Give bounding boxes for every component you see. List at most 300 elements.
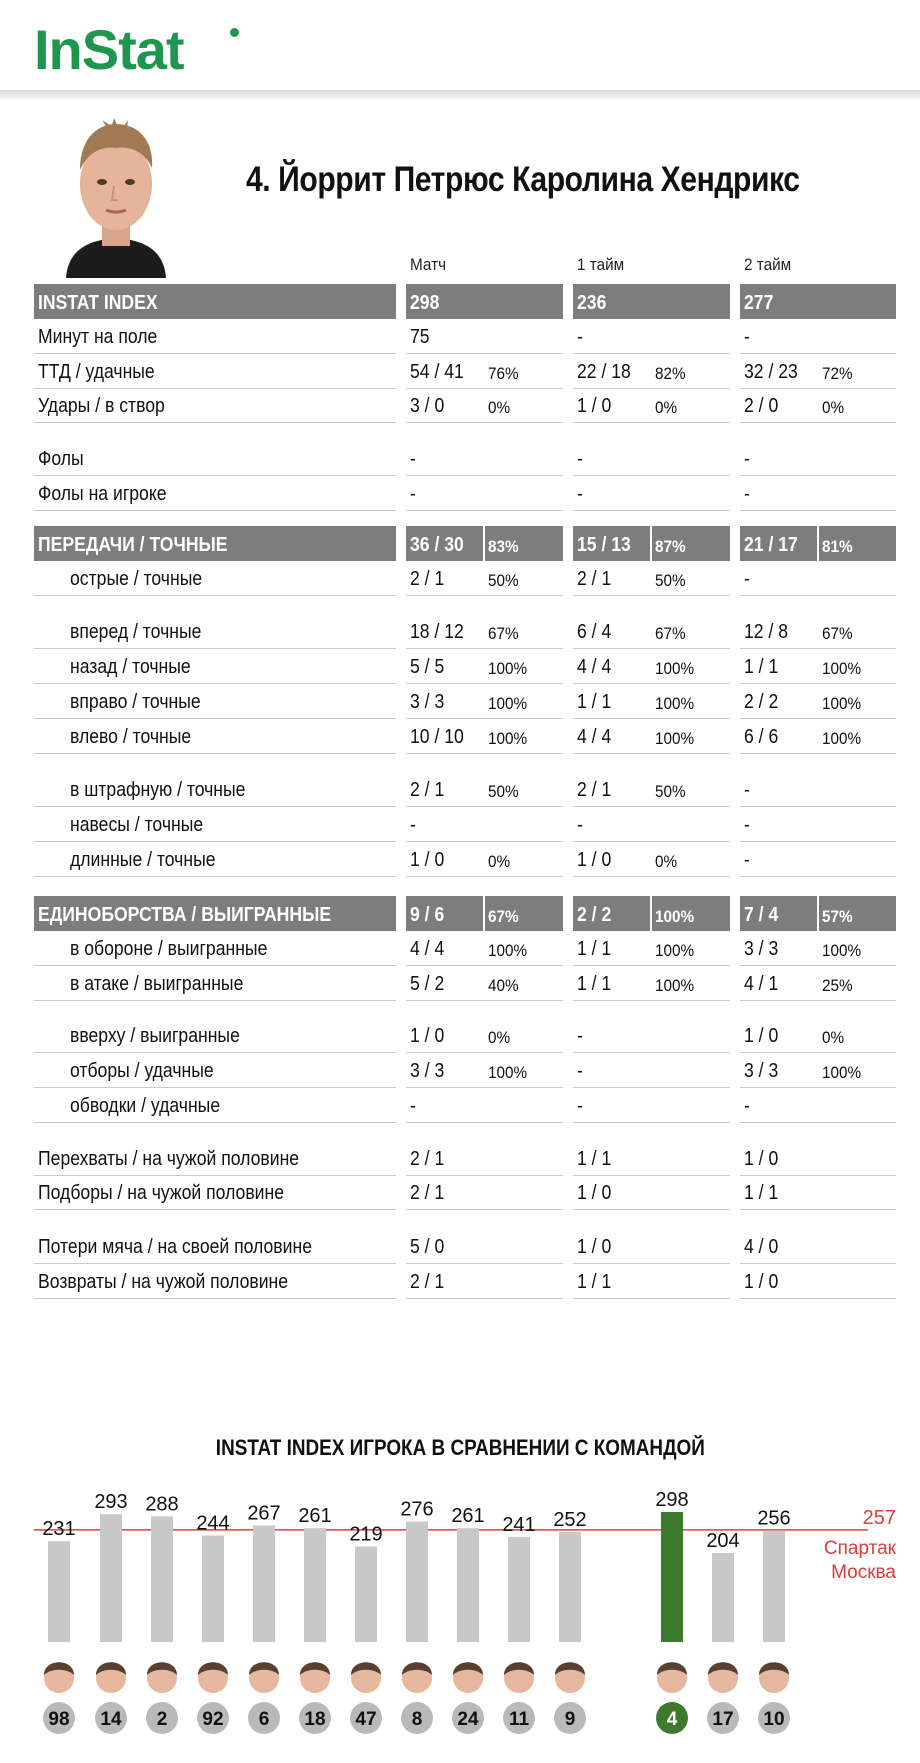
row-label-cell bbox=[34, 966, 396, 1001]
cell-first-half bbox=[573, 1229, 730, 1264]
cell-match bbox=[406, 931, 563, 966]
row-label-cell bbox=[34, 319, 396, 354]
value-first-half: 2 / 1 bbox=[577, 568, 612, 590]
cell-second-half bbox=[740, 1018, 896, 1053]
table-row bbox=[34, 1088, 896, 1123]
value-match: 2 / 1 bbox=[410, 1271, 445, 1293]
cell-second-half bbox=[740, 842, 896, 877]
cell-match bbox=[406, 1053, 563, 1088]
bar-value-label: 231 bbox=[42, 1518, 76, 1541]
bar-value-label: 261 bbox=[451, 1505, 485, 1528]
cell-second-half bbox=[740, 1053, 896, 1088]
percent-first-half: 100% bbox=[655, 941, 695, 960]
cell-first-half bbox=[573, 896, 730, 931]
value-match: 3 / 3 bbox=[410, 1060, 445, 1082]
cell-first-half bbox=[573, 966, 730, 1001]
player-number: 92 bbox=[202, 1709, 224, 1730]
percent-first-half: 50% bbox=[655, 782, 686, 801]
table-row bbox=[34, 966, 896, 1001]
value-match: 5 / 5 bbox=[410, 656, 445, 678]
row-label: обводки / удачные bbox=[70, 1095, 221, 1117]
player-number: 4 bbox=[666, 1709, 678, 1730]
value-first-half: 6 / 4 bbox=[577, 621, 612, 643]
percent-second-half: 81% bbox=[822, 537, 853, 556]
cell-match bbox=[406, 649, 563, 684]
value-match: - bbox=[410, 1095, 416, 1117]
value-match: 2 / 1 bbox=[410, 568, 445, 590]
value-match: 9 / 6 bbox=[410, 904, 445, 926]
row-label-cell bbox=[34, 354, 396, 389]
table-row bbox=[34, 842, 896, 877]
row-label-cell bbox=[34, 1088, 396, 1123]
bar-value-label: 244 bbox=[196, 1512, 230, 1535]
value-first-half: - bbox=[577, 1025, 583, 1047]
table-row bbox=[34, 388, 896, 423]
row-label: в атаке / выигранные bbox=[70, 973, 244, 995]
row-label: в штрафную / точные bbox=[70, 779, 246, 801]
value-first-half: 15 / 13 bbox=[577, 534, 631, 556]
row-label-cell bbox=[34, 1229, 396, 1264]
cell-second-half bbox=[740, 772, 896, 807]
reference-value: 257 bbox=[862, 1506, 896, 1529]
cell-second-half bbox=[740, 1229, 896, 1264]
value-first-half: 1 / 1 bbox=[577, 938, 612, 960]
value-second-half: 1 / 1 bbox=[744, 1182, 779, 1204]
cell-second-half bbox=[740, 319, 896, 354]
percent-match: 83% bbox=[488, 537, 519, 556]
cell-match bbox=[406, 526, 563, 561]
row-label-cell bbox=[34, 614, 396, 649]
percent-second-half: 72% bbox=[822, 364, 853, 383]
table-row bbox=[34, 1141, 896, 1176]
row-label-cell bbox=[34, 526, 396, 561]
table-row bbox=[34, 319, 896, 354]
value-match: 298 bbox=[410, 292, 440, 314]
row-label-cell bbox=[34, 842, 396, 877]
row-label-cell bbox=[34, 561, 396, 596]
cell-first-half bbox=[573, 1088, 730, 1123]
percent-match: 67% bbox=[488, 907, 519, 926]
value-match: 2 / 1 bbox=[410, 779, 445, 801]
percent-second-half: 0% bbox=[822, 398, 845, 417]
row-label: Подборы / на чужой половине bbox=[38, 1182, 285, 1204]
cell-match bbox=[406, 1175, 563, 1210]
table-row bbox=[34, 476, 896, 511]
row-label: отборы / удачные bbox=[70, 1060, 214, 1082]
percent-match: 40% bbox=[488, 976, 519, 995]
row-label: Удары / в створ bbox=[38, 395, 165, 417]
cell-second-half bbox=[740, 354, 896, 389]
percent-first-half: 50% bbox=[655, 571, 686, 590]
cell-second-half bbox=[740, 526, 896, 561]
instat-logo: InStat bbox=[34, 18, 184, 81]
value-second-half: - bbox=[744, 1095, 750, 1117]
bar bbox=[712, 1553, 734, 1642]
value-second-half: 32 / 23 bbox=[744, 361, 798, 383]
value-first-half: 1 / 1 bbox=[577, 1148, 612, 1170]
row-label-cell bbox=[34, 284, 396, 319]
percent-first-half: 100% bbox=[655, 907, 695, 926]
row-label: Фолы на игроке bbox=[38, 483, 167, 505]
bar bbox=[406, 1522, 428, 1642]
percent-match: 0% bbox=[488, 1028, 511, 1047]
cell-match bbox=[406, 354, 563, 389]
row-label-cell bbox=[34, 1018, 396, 1053]
percent-first-half: 100% bbox=[655, 729, 695, 748]
value-match: 75 bbox=[410, 326, 430, 348]
player-number: 11 bbox=[508, 1709, 530, 1730]
logo-dot-icon bbox=[230, 28, 239, 37]
value-second-half: - bbox=[744, 779, 750, 801]
bar-value-label: 219 bbox=[349, 1523, 383, 1546]
value-second-half: 1 / 0 bbox=[744, 1148, 779, 1170]
row-label-cell bbox=[34, 1264, 396, 1299]
value-first-half: 22 / 18 bbox=[577, 361, 631, 383]
row-label: навесы / точные bbox=[70, 814, 204, 836]
cell-match bbox=[406, 476, 563, 511]
row-label-cell bbox=[34, 388, 396, 423]
bar-value-label: 261 bbox=[298, 1505, 332, 1528]
reference-team-line1: Спартак bbox=[823, 1537, 896, 1559]
cell-first-half bbox=[573, 1264, 730, 1299]
chart-title: INSTAT INDEX ИГРОКА В СРАВНЕНИИ С КОМАНДОЙ bbox=[215, 1435, 705, 1460]
player-number: 9 bbox=[564, 1709, 576, 1730]
player-number: 98 bbox=[48, 1709, 70, 1730]
table-row bbox=[34, 441, 896, 476]
bar bbox=[508, 1537, 530, 1642]
value-second-half: 7 / 4 bbox=[744, 904, 779, 926]
bar-value-label: 241 bbox=[502, 1513, 536, 1536]
player-number: 14 bbox=[100, 1709, 122, 1730]
table-row bbox=[34, 1175, 896, 1210]
bar bbox=[48, 1541, 70, 1642]
percent-second-half: 67% bbox=[822, 624, 853, 643]
value-second-half: 277 bbox=[744, 292, 774, 314]
cell-second-half bbox=[740, 719, 896, 754]
value-first-half: - bbox=[577, 814, 583, 836]
value-match: 2 / 1 bbox=[410, 1182, 445, 1204]
row-label-cell bbox=[34, 1053, 396, 1088]
bar bbox=[355, 1546, 377, 1642]
value-second-half: - bbox=[744, 849, 750, 871]
cell-first-half bbox=[573, 284, 730, 319]
player-photo bbox=[58, 110, 174, 278]
percent-match: 76% bbox=[488, 364, 519, 383]
cell-match bbox=[406, 388, 563, 423]
cell-first-half bbox=[573, 931, 730, 966]
column-title-second-half: 2 тайм bbox=[744, 255, 792, 274]
value-second-half: 2 / 0 bbox=[744, 395, 779, 417]
section-header-row bbox=[34, 526, 896, 561]
value-match: 4 / 4 bbox=[410, 938, 445, 960]
table-row bbox=[34, 1053, 896, 1088]
row-label-cell bbox=[34, 807, 396, 842]
cell-match bbox=[406, 1264, 563, 1299]
cell-second-half bbox=[740, 476, 896, 511]
cell-match bbox=[406, 842, 563, 877]
cell-first-half bbox=[573, 354, 730, 389]
cell-second-half bbox=[740, 284, 896, 319]
percent-first-half: 100% bbox=[655, 976, 695, 995]
value-match: 3 / 3 bbox=[410, 691, 445, 713]
bar bbox=[763, 1530, 785, 1642]
comparison-chart bbox=[0, 1460, 920, 1760]
value-second-half: - bbox=[744, 448, 750, 470]
value-first-half: - bbox=[577, 1060, 583, 1082]
cell-match bbox=[406, 1088, 563, 1123]
row-label-cell bbox=[34, 684, 396, 719]
cell-match bbox=[406, 896, 563, 931]
percent-second-half: 100% bbox=[822, 729, 862, 748]
header bbox=[0, 0, 920, 92]
value-match: 5 / 0 bbox=[410, 1236, 445, 1258]
value-second-half: 1 / 0 bbox=[744, 1271, 779, 1293]
value-first-half: - bbox=[577, 1095, 583, 1117]
cell-match bbox=[406, 684, 563, 719]
bar-value-label: 256 bbox=[757, 1507, 791, 1530]
bar-value-label: 293 bbox=[94, 1491, 128, 1514]
row-label: INSTAT INDEX bbox=[38, 292, 158, 314]
percent-match: 67% bbox=[488, 624, 519, 643]
percent-match: 0% bbox=[488, 852, 511, 871]
row-label: Перехваты / на чужой половине bbox=[38, 1148, 300, 1170]
row-label: назад / точные bbox=[70, 656, 191, 678]
value-match: - bbox=[410, 483, 416, 505]
percent-match: 50% bbox=[488, 571, 519, 590]
value-match: 54 / 41 bbox=[410, 361, 464, 383]
cell-second-half bbox=[740, 388, 896, 423]
row-label-cell bbox=[34, 931, 396, 966]
value-match: 10 / 10 bbox=[410, 726, 464, 748]
value-match: 36 / 30 bbox=[410, 534, 464, 556]
value-match: - bbox=[410, 814, 416, 836]
cell-first-half bbox=[573, 319, 730, 354]
cell-second-half bbox=[740, 966, 896, 1001]
cell-second-half bbox=[740, 931, 896, 966]
table-row bbox=[34, 931, 896, 966]
value-first-half: 1 / 0 bbox=[577, 849, 612, 871]
value-second-half: 6 / 6 bbox=[744, 726, 779, 748]
cell-second-half bbox=[740, 1175, 896, 1210]
row-label: длинные / точные bbox=[70, 849, 216, 871]
row-label: острые / точные bbox=[70, 568, 203, 590]
cell-second-half bbox=[740, 896, 896, 931]
percent-second-half: 100% bbox=[822, 941, 862, 960]
percent-first-half: 100% bbox=[655, 694, 695, 713]
percent-first-half: 0% bbox=[655, 398, 678, 417]
cell-second-half bbox=[740, 1088, 896, 1123]
cell-match bbox=[406, 1018, 563, 1053]
table-row bbox=[34, 1264, 896, 1299]
cell-first-half bbox=[573, 388, 730, 423]
value-match: 1 / 0 bbox=[410, 1025, 445, 1047]
percent-first-half: 100% bbox=[655, 659, 695, 678]
bar bbox=[661, 1512, 683, 1642]
row-label-cell bbox=[34, 649, 396, 684]
percent-second-half: 25% bbox=[822, 976, 853, 995]
cell-first-half bbox=[573, 441, 730, 476]
percent-match: 50% bbox=[488, 782, 519, 801]
value-second-half: 1 / 1 bbox=[744, 656, 779, 678]
percent-second-half: 0% bbox=[822, 1028, 845, 1047]
player-number: 8 bbox=[411, 1709, 423, 1730]
player-number: 6 bbox=[258, 1709, 270, 1730]
percent-match: 100% bbox=[488, 729, 528, 748]
value-first-half: 1 / 0 bbox=[577, 1236, 612, 1258]
table-row bbox=[34, 1229, 896, 1264]
row-label-cell bbox=[34, 476, 396, 511]
value-second-half: 12 / 8 bbox=[744, 621, 789, 643]
column-title-first-half: 1 тайм bbox=[577, 255, 625, 274]
bar bbox=[100, 1514, 122, 1642]
value-second-half: - bbox=[744, 326, 750, 348]
reference-team-line2: Москва bbox=[831, 1561, 896, 1583]
cell-match bbox=[406, 807, 563, 842]
table-row bbox=[34, 354, 896, 389]
section-header-row bbox=[34, 896, 896, 931]
row-label-cell bbox=[34, 1141, 396, 1176]
value-second-half: - bbox=[744, 814, 750, 836]
cell-match bbox=[406, 966, 563, 1001]
value-first-half: 2 / 1 bbox=[577, 779, 612, 801]
value-second-half: 2 / 2 bbox=[744, 691, 779, 713]
bar bbox=[457, 1528, 479, 1642]
bar-value-label: 288 bbox=[145, 1493, 179, 1516]
value-second-half: - bbox=[744, 568, 750, 590]
cell-first-half bbox=[573, 649, 730, 684]
cell-first-half bbox=[573, 561, 730, 596]
cell-match bbox=[406, 284, 563, 319]
table-row bbox=[34, 649, 896, 684]
cell-match bbox=[406, 441, 563, 476]
player-number: 24 bbox=[457, 1709, 479, 1730]
player-number: 2 bbox=[156, 1709, 168, 1730]
percent-match: 100% bbox=[488, 659, 528, 678]
value-first-half: 1 / 1 bbox=[577, 691, 612, 713]
section-header-row bbox=[34, 284, 896, 319]
cell-first-half bbox=[573, 807, 730, 842]
value-match: 1 / 0 bbox=[410, 849, 445, 871]
cell-first-half bbox=[573, 526, 730, 561]
player-number: 18 bbox=[304, 1709, 326, 1730]
value-match: 5 / 2 bbox=[410, 973, 445, 995]
table-row bbox=[34, 561, 896, 596]
cell-second-half bbox=[740, 1264, 896, 1299]
row-label: вверху / выигранные bbox=[70, 1025, 240, 1047]
cell-second-half bbox=[740, 684, 896, 719]
cell-first-half bbox=[573, 1018, 730, 1053]
value-second-half: - bbox=[744, 483, 750, 505]
column-title-match: Матч bbox=[410, 255, 447, 274]
row-label: Минут на поле bbox=[38, 326, 158, 348]
percent-second-half: 57% bbox=[822, 907, 853, 926]
bar-value-label: 252 bbox=[553, 1509, 587, 1532]
player-portrait-icon bbox=[58, 110, 174, 278]
value-first-half: 1 / 1 bbox=[577, 973, 612, 995]
cell-first-half bbox=[573, 476, 730, 511]
row-label: Возвраты / на чужой половине bbox=[38, 1271, 289, 1293]
bar-value-label: 298 bbox=[655, 1489, 689, 1511]
cell-match bbox=[406, 719, 563, 754]
value-first-half: - bbox=[577, 448, 583, 470]
row-label: ТТД / удачные bbox=[38, 361, 155, 383]
cell-first-half bbox=[573, 684, 730, 719]
row-label: вперед / точные bbox=[70, 621, 202, 643]
row-label-cell bbox=[34, 1175, 396, 1210]
table-row bbox=[34, 684, 896, 719]
value-first-half: - bbox=[577, 326, 583, 348]
percent-first-half: 67% bbox=[655, 624, 686, 643]
bar-value-label: 204 bbox=[706, 1530, 740, 1553]
percent-match: 100% bbox=[488, 1063, 528, 1082]
value-second-half: 3 / 3 bbox=[744, 1060, 779, 1082]
percent-second-half: 100% bbox=[822, 659, 862, 678]
cell-match bbox=[406, 1229, 563, 1264]
row-label: в обороне / выигранные bbox=[70, 938, 268, 960]
cell-second-half bbox=[740, 561, 896, 596]
table-row bbox=[34, 719, 896, 754]
cell-match bbox=[406, 772, 563, 807]
row-label-cell bbox=[34, 441, 396, 476]
row-label: влево / точные bbox=[70, 726, 192, 748]
value-first-half: 1 / 0 bbox=[577, 395, 612, 417]
cell-first-half bbox=[573, 1175, 730, 1210]
table-row bbox=[34, 807, 896, 842]
value-second-half: 3 / 3 bbox=[744, 938, 779, 960]
cell-match bbox=[406, 1141, 563, 1176]
value-match: 18 / 12 bbox=[410, 621, 464, 643]
bar bbox=[253, 1526, 275, 1642]
value-second-half: 21 / 17 bbox=[744, 534, 798, 556]
table-row bbox=[34, 614, 896, 649]
bar bbox=[304, 1528, 326, 1642]
row-label: Потери мяча / на своей половине bbox=[38, 1236, 312, 1258]
percent-second-half: 100% bbox=[822, 694, 862, 713]
cell-second-half bbox=[740, 614, 896, 649]
percent-first-half: 0% bbox=[655, 852, 678, 871]
value-first-half: 236 bbox=[577, 292, 607, 314]
percent-match: 0% bbox=[488, 398, 511, 417]
value-first-half: 1 / 1 bbox=[577, 1271, 612, 1293]
value-first-half: 1 / 0 bbox=[577, 1182, 612, 1204]
bar bbox=[151, 1516, 173, 1642]
table-row bbox=[34, 1018, 896, 1053]
cell-match bbox=[406, 614, 563, 649]
percent-first-half: 87% bbox=[655, 537, 686, 556]
value-second-half: 4 / 1 bbox=[744, 973, 779, 995]
value-first-half: 2 / 2 bbox=[577, 904, 612, 926]
cell-first-half bbox=[573, 719, 730, 754]
value-second-half: 1 / 0 bbox=[744, 1025, 779, 1047]
cell-second-half bbox=[740, 649, 896, 684]
bar-value-label: 276 bbox=[400, 1498, 434, 1521]
percent-match: 100% bbox=[488, 941, 528, 960]
row-label: вправо / точные bbox=[70, 691, 201, 713]
row-label-cell bbox=[34, 896, 396, 931]
cell-first-half bbox=[573, 1053, 730, 1088]
player-number: 47 bbox=[355, 1709, 377, 1730]
player-name: 4. Йоррит Петрюс Каролина Хендрикс bbox=[246, 160, 800, 199]
cell-first-half bbox=[573, 842, 730, 877]
cell-match bbox=[406, 319, 563, 354]
bar-value-label: 267 bbox=[247, 1502, 281, 1525]
player-number: 17 bbox=[712, 1709, 734, 1730]
row-label-cell bbox=[34, 772, 396, 807]
cell-first-half bbox=[573, 772, 730, 807]
player-number: 10 bbox=[763, 1709, 785, 1730]
value-first-half: 4 / 4 bbox=[577, 726, 612, 748]
row-label-cell bbox=[34, 719, 396, 754]
